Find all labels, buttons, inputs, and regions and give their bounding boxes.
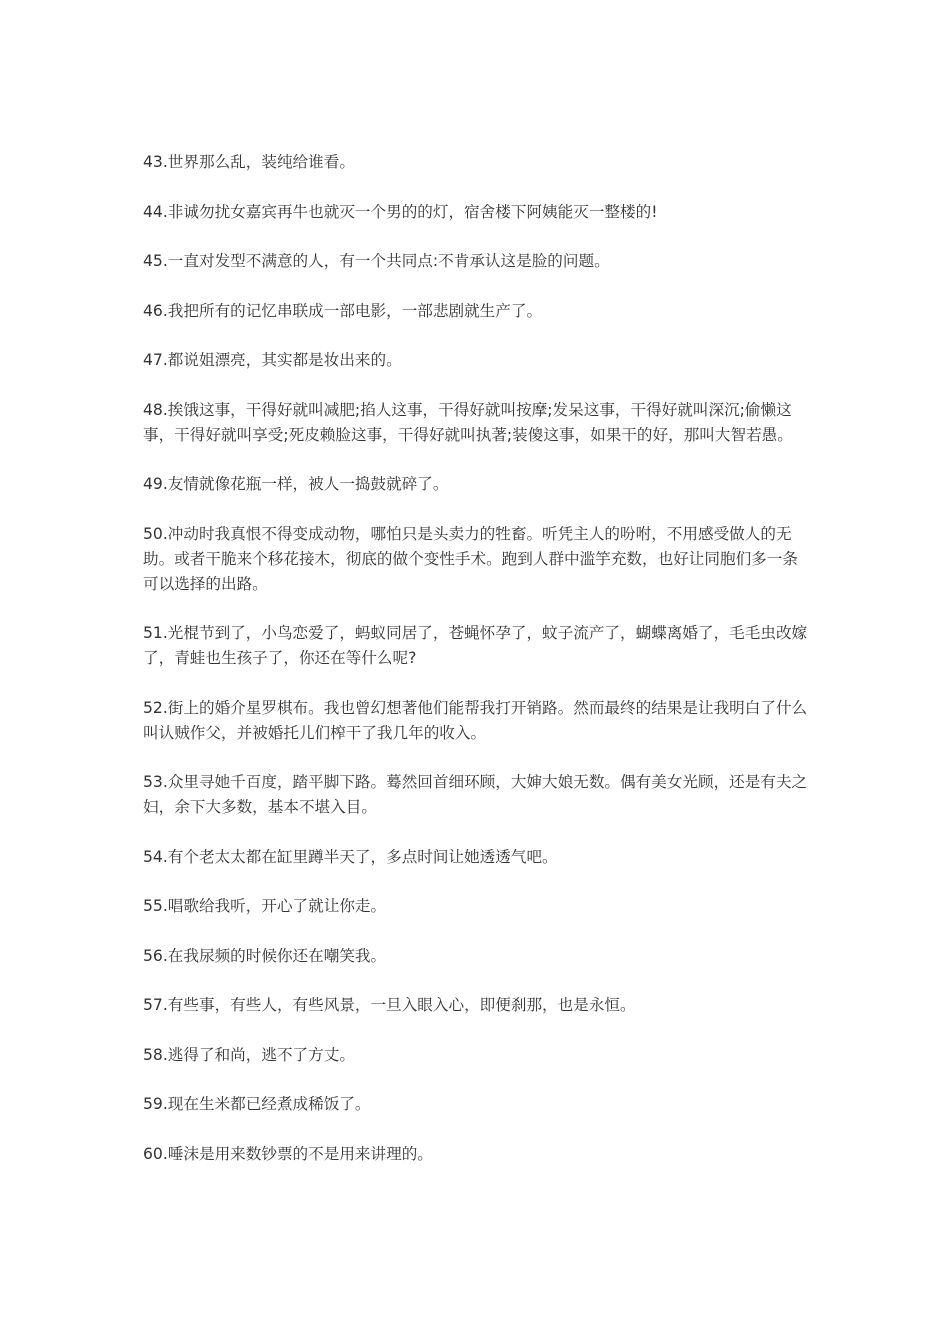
paragraph-53: 53.众里寻她千百度，踏平脚下路。蓦然回首细环顾，大婶大娘无数。偶有美女光顾，还是有夫之妇，余下大多数，基本不堪入目。	[143, 773, 808, 816]
paragraph-49: 49.友情就像花瓶一样，被人一捣鼓就碎了。	[143, 475, 449, 493]
paragraph-56: 56.在我尿频的时候你还在嘲笑我。	[143, 946, 387, 965]
paragraph-47: 47.都说姐漂亮，其实都是妆出来的。	[143, 351, 402, 369]
paragraph-60: 60.唾沫是用来数钞票的不是用来讲理的。	[143, 1144, 433, 1163]
paragraph-55: 55.唱歌给我听，开心了就让你走。	[143, 897, 387, 915]
paragraph-52: 52.街上的婚介星罗棋布。我也曾幻想著他们能帮我打开销路。然而最终的结果是让我明白了什么叫认贼作父，并被婚托儿们榨干了我几年的收入。	[143, 698, 808, 742]
paragraph-51: 51.光棍节到了，小鸟恋爱了，蚂蚁同居了，苍蝇怀孕了，蚊子流产了，蝴蝶离婚了，毛毛虫改嫁了，青蛙也生孩子了，你还在等什么呢?	[143, 624, 808, 667]
paragraph-59: 59.现在生米都已经煮成稀饭了。	[143, 1095, 371, 1113]
document-body	[143, 150, 811, 1191]
paragraph-45: 45.一直对发型不满意的人，有一个共同点:不肯承认这是脸的问题。	[143, 252, 610, 270]
paragraph-48: 48.挨饿这事，干得好就叫减肥;掐人这事，干得好就叫按摩;发呆这事，干得好就叫深沉;偷懒这事，干得好就叫享受;死皮赖脸这事，干得好就叫执著;装傻这事，如果干的好，那叫大智若愚。	[143, 400, 793, 444]
paragraph-44: 44.非诚勿扰女嘉宾再牛也就灭一个男的的灯，宿舍楼下阿姨能灭一整楼的!	[143, 202, 658, 221]
paragraph-43: 43.世界那么乱，装纯给谁看。	[143, 153, 355, 171]
paragraph-50: 50.冲动时我真恨不得变成动物，哪怕只是头卖力的牲畜。听凭主人的吩咐，不用感受做人的无助。或者干脆来个移花接木，彻底的做个变性手术。跑到人群中滥竽充数，也好让同胞们多一条可以选择的出路。	[143, 524, 798, 593]
paragraph-58: 58.逃得了和尚，逃不了方丈。	[143, 1045, 355, 1064]
paragraph-46: 46.我把所有的记忆串联成一部电影，一部悲剧就生产了。	[143, 301, 543, 320]
paragraph-57: 57.有些事，有些人，有些风景，一旦入眼入心，即便刹那，也是永恒。	[143, 996, 636, 1014]
paragraph-54: 54.有个老太太都在缸里蹲半天了，多点时间让她透透气吧。	[143, 847, 558, 866]
